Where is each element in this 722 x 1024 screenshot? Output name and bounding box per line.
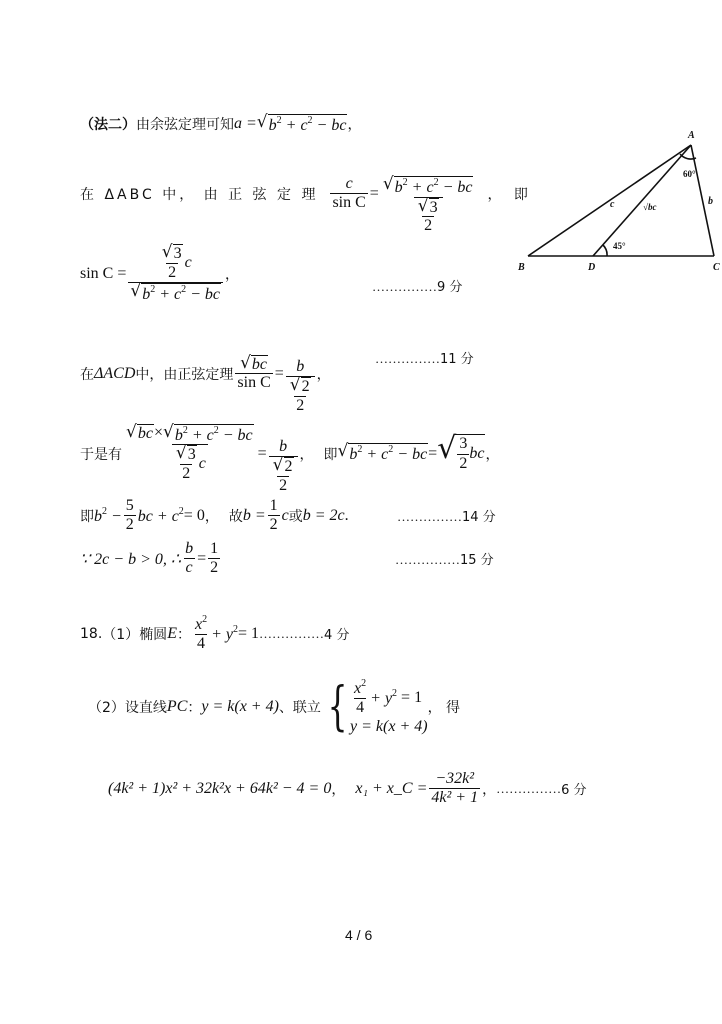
step11-line: 在 ΔACD 中，由正弦定理 √ bc sin C = b √ 2 2 ， bbox=[80, 352, 331, 414]
score-14: ……………14 分 bbox=[397, 509, 496, 525]
sqrt-radicand: √ $b^2 + c^2$ − bc bbox=[256, 112, 347, 134]
sinC-fraction: √ 3 2 c √ $b^2 + c^2$ − bc bbox=[128, 244, 223, 304]
triangle-figure bbox=[510, 128, 722, 276]
side-c-label: c bbox=[610, 199, 615, 210]
segment-AD-label: √bc bbox=[643, 202, 657, 212]
sinC-lhs: sin C = bbox=[80, 264, 127, 282]
angle-D-label: 45° bbox=[613, 241, 626, 251]
q18-quadratic-line: (4k² + 1)x² + 32k²x + 64k² − 4 = 0 ， x₁ + x_C = $\frac{\text{−32k²}}{\text{4k² + 1}}$ ， …………… 6 分 bbox=[108, 770, 587, 807]
vertex-C-label: C bbox=[713, 262, 720, 273]
score-11: ……………11 分 bbox=[375, 351, 474, 367]
sum-fraction: $\frac{\text{−32k²}}{\text{4k² + 1}}$ bbox=[431, 770, 479, 807]
equation-system: { $\frac{x^2}{4}$ + $y^2$ = 1 y = k(x + 4) bbox=[327, 676, 428, 737]
step12-line: 于是有 √ bc × √ $b^2 + c^2$ − bc √ 3 2 c = b √ 2 2 ， 即 √ $b^2 + c^2$ − bc = √ $\frac{3}{2}$ bc ， bbox=[80, 421, 500, 494]
angle-A-label: 60° bbox=[683, 169, 696, 179]
side-b-label: b bbox=[708, 196, 713, 207]
method2-label: （法二） bbox=[80, 117, 136, 134]
line2-suffix: ， 即 bbox=[487, 186, 532, 203]
fraction-b-over-sqrt2-2: b √ 2 2 bbox=[286, 358, 315, 415]
page-number: 4 / 6 bbox=[345, 927, 373, 943]
method2-intro: 由余弦定理可知 bbox=[136, 117, 234, 134]
step15-line: ∵ 2c − b > 0, ∴ $\frac{b}{c}$ = $\frac{1}{2}$ bbox=[80, 540, 219, 577]
score-15: ……………15 分 bbox=[395, 552, 494, 568]
fraction-c-over-sinC: $\frac{c}{\text{sin C}}$ bbox=[332, 174, 366, 212]
fraction-sqrt-over-sqrt3-2: √ $b^2 + c^2$ − bc √ 3 2 bbox=[382, 174, 473, 235]
sqrt-three-halves-bc: √ $\frac{3}{2}$ bc bbox=[437, 431, 485, 472]
q18-part2-line: （2） 设直线 PC ： y = k(x + 4) 、联立 { $\frac{x^2}{4}$ + $y^2$ = 1 y = k(x + 4) ， 得 bbox=[88, 676, 461, 737]
method2-line1: （法二） 由余弦定理可知 a = √ $b^2 + c^2$ − bc ， bbox=[80, 112, 362, 134]
step14-line: 即 $b^2$ − $\frac{5}{2}$ bc + $c^2$ = 0 ， 故 b = $\frac{1}{2}$ c 或 b = 2c . bbox=[80, 497, 349, 534]
question-number: 18. bbox=[80, 625, 103, 642]
a-equals: a = bbox=[234, 115, 257, 133]
vertex-B-label: B bbox=[518, 262, 525, 273]
score-9: ……………9 分 bbox=[372, 279, 463, 295]
ellipse-fraction: $\frac{x^2}{4}$ bbox=[194, 614, 208, 653]
line2-prefix: 在 ΔABC 中， 由 正 弦 定 理 bbox=[80, 186, 319, 203]
vertex-D-label: D bbox=[588, 262, 596, 273]
fraction-sqrtbc-over-sinC: √ bc sin C bbox=[237, 352, 271, 392]
q18-part1-line: 18. （1） 椭圆 E ： $\frac{x^2}{4}$ + $y^2$ = 1 …………… 4 分 bbox=[80, 614, 350, 653]
step9-line: sin C = √ 3 2 c √ $b^2 + c^2$ − bc ， bbox=[80, 242, 240, 303]
method2-line2: 在 ΔABC 中， 由 正 弦 定 理 $\frac{c}{\text{sin C}}$ = √ $b^2 + c^2$ − bc √ 3 2 ， 即 bbox=[80, 174, 532, 235]
product-fraction: √ bc × √ $b^2 + c^2$ − bc √ 3 2 c bbox=[126, 421, 253, 483]
vertex-A-label: A bbox=[688, 130, 695, 141]
